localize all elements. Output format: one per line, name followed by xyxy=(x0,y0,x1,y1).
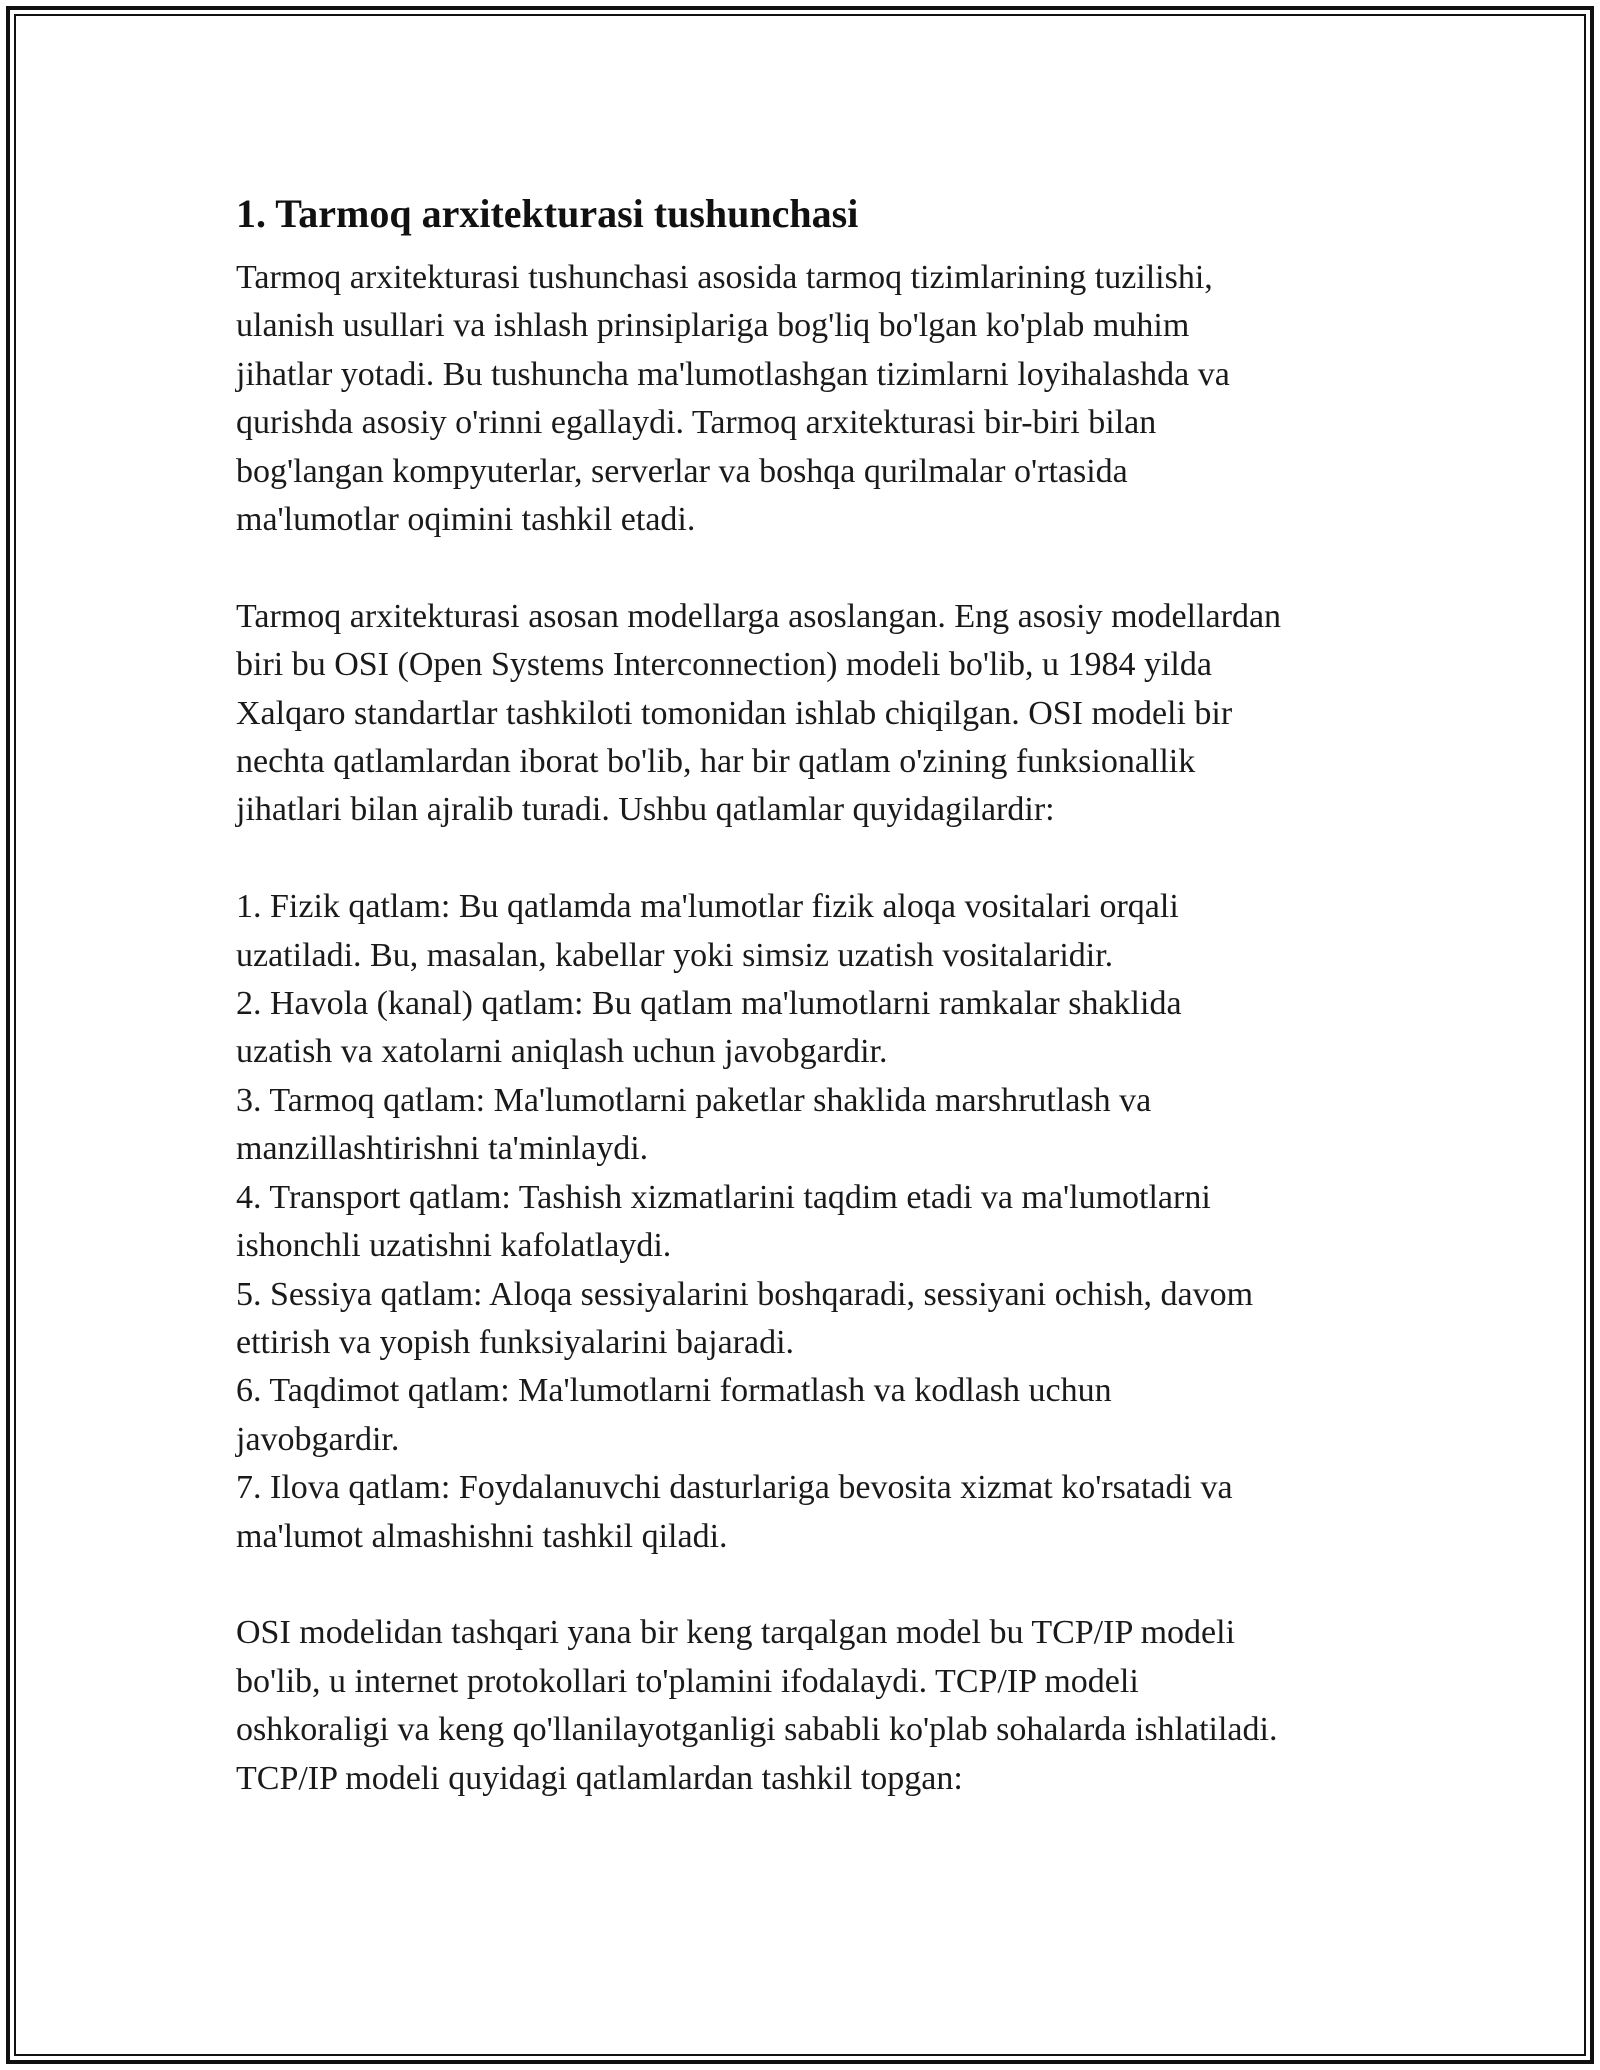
paragraph-spacer xyxy=(236,544,1396,592)
document-body xyxy=(236,186,1396,1803)
intro-paragraph: Tarmoq arxitekturasi tushunchasi asosida tarmoq tizimlarining tuzilishi, ulanish usullari va ishlash prinsiplariga bog'liq bo'lgan ko'plab muhim jihatlar yotadi. Bu tushuncha ma'lumotlashgan tizimlarni loyihalashda va qurishda asosiy o'rinni egallaydi. Tarmoq arxitekturasi bir-biri bilan bog'langan kompyuterlar, serverlar va boshqa qurilmalar o'rtasida ma'lumotlar oqimini tashkil etadi. xyxy=(236,259,1230,539)
section-heading: 1. Tarmoq arxitekturasi tushunchasi xyxy=(236,191,859,236)
paragraph-spacer xyxy=(236,835,1396,883)
paragraph-spacer xyxy=(236,1561,1396,1609)
osi-model-paragraph: Tarmoq arxitekturasi asosan modellarga asoslangan. Eng asosiy modellardan biri bu OSI (Open Systems Interconnection) modeli bo'lib, u 1984 yilda Xalqaro standartlar tashkiloti tomonidan ishlab chiqilgan. OSI modeli bir nechta qatlamlardan iborat bo'lib, har bir qatlam o'zining funksionallik jihatlari bilan ajralib turadi. Ushbu qatlamlar quyidagilardir: xyxy=(236,597,1282,829)
osi-layers-list: 1. Fizik qatlam: Bu qatlamda ma'lumotlar fizik aloqa vositalari orqali uzatiladi. Bu, masalan, kabellar yoki simsiz uzatish vositalaridir. 2. Havola (kanal) qatlam: Bu qatlam ma'lumotlarni ramkalar shaklida uzatish va xatolarni aniqlash uchun javobgardir. 3. Tarmoq qatlam: Ma'lumotlarni paketlar shaklida marshrutlash va manzillashtirishni ta'minlaydi. 4. Transport qatlam: Tashish xizmatlarini taqdim etadi va ma'lumotlarni ishonchli uzatishni kafolatlaydi. 5. Sessiya qatlam: Aloqa sessiyalarini boshqaradi, sessiyani ochish, davom ettirish va yopish funksiyalarini bajaradi. 6. Taqdimot qatlam: Ma'lumotlarni formatlash va kodlash uchun javobgardir. 7. Ilova qatlam: Foydalanuvchi dasturlariga bevosita xizmat ko'rsatadi va ma'lumot almashishni tashkil qiladi. xyxy=(236,888,1254,1555)
tcpip-model-paragraph: OSI modelidan tashqari yana bir keng tarqalgan model bu TCP/IP modeli bo'lib, u internet protokollari to'plamini ifodalaydi. TCP/IP modeli oshkoraligi va keng qo'llanilayotganligi sababli ko'plab sohalarda ishlatiladi. TCP/IP modeli quyidagi qatlamlardan tashkil topgan: xyxy=(236,1614,1278,1797)
